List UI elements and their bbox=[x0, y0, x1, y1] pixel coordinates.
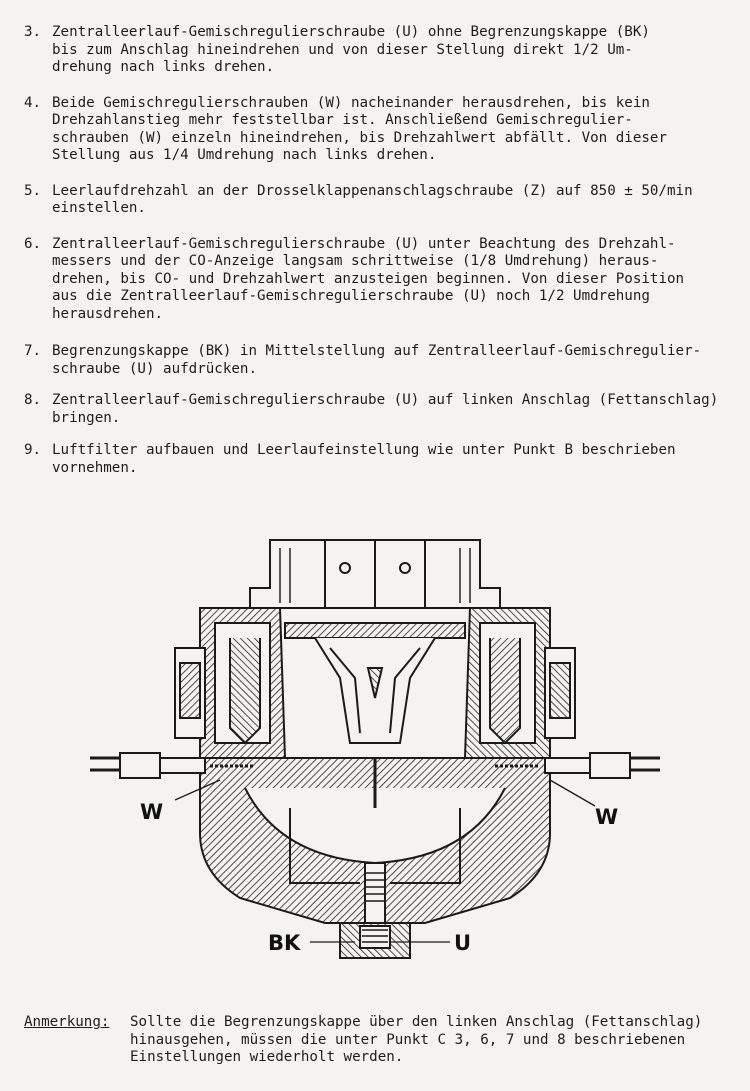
step-5 bbox=[24, 183, 736, 218]
step-text: Luftfilter aufbauen und Leerlaufeinstellung wie unter Punkt B beschrieben vornehmen. bbox=[52, 442, 676, 476]
label-w-right: W bbox=[595, 805, 619, 829]
step-number: 6. bbox=[24, 235, 42, 252]
step-number: 9. bbox=[24, 442, 42, 458]
step-text: Begrenzungskappe (BK) in Mittelstellung auf Zentralleerlauf-Gemischregulier- schraube (U) aufdrücken. bbox=[52, 343, 702, 377]
step-4 bbox=[24, 95, 736, 165]
step-number: 3. bbox=[24, 24, 42, 40]
step-number: 4. bbox=[24, 94, 42, 111]
step-text: Zentralleerlauf-Gemischregulierschraube (U) ohne Begrenzungskappe (BK) bis zum Anschlag hineindrehen und von dieser Stellung direkt 1/2 Um- drehung nach links drehen. bbox=[52, 24, 650, 75]
step-text: Beide Gemischregulierschrauben (W) nacheinander herausdrehen, bis kein Drehzahlanstieg mehr feststellbar ist. Anschließend Gemischregulier- schrauben (W) einzeln hineindrehen, bis Drehzahlwert abfällt. Von dieser Stellung aus 1/4 Umdrehung nach links drehen. bbox=[52, 94, 667, 163]
step-9 bbox=[24, 442, 736, 477]
step-8 bbox=[24, 392, 736, 427]
label-bk: BK bbox=[268, 931, 301, 955]
step-6 bbox=[24, 236, 736, 324]
remark-label: Anmerkung: bbox=[24, 1014, 110, 1030]
remark-text: Sollte die Begrenzungskappe über den linken Anschlag (Fettanschlag) hinausgehen, müssen die unter Punkt C 3, 6, 7 und 8 beschriebenen Einstellungen wiederholt werden. bbox=[130, 1014, 703, 1065]
step-number: 8. bbox=[24, 392, 42, 408]
step-text: Zentralleerlauf-Gemischregulierschraube (U) auf linken Anschlag (Fettanschlag) bringen. bbox=[52, 392, 719, 426]
step-3 bbox=[24, 24, 736, 77]
step-text: Leerlaufdrehzahl an der Drosselklappenanschlagschraube (Z) auf 850 ± 50/min einstellen. bbox=[52, 182, 693, 216]
carburetor-cross-section-drawing bbox=[80, 528, 670, 968]
label-u: U bbox=[454, 931, 472, 955]
remark bbox=[24, 1014, 736, 1067]
step-number: 7. bbox=[24, 343, 42, 359]
step-number: 5. bbox=[24, 182, 42, 199]
step-7 bbox=[24, 343, 736, 378]
instruction-list bbox=[24, 24, 736, 477]
step-text: Zentralleerlauf-Gemischregulierschraube (U) unter Beachtung des Drehzahl- messers und der CO-Anzeige langsam schrittweise (1/8 Umdrehung) heraus- drehen, bis CO- und Drehzahlwert anzusteigen beginnen. Von dieser Position aus die Zentralleerlauf-Gemischregulierschraube (U) noch 1/2 Umdrehung herausdrehen. bbox=[52, 235, 685, 322]
label-w-left: W bbox=[140, 800, 164, 824]
